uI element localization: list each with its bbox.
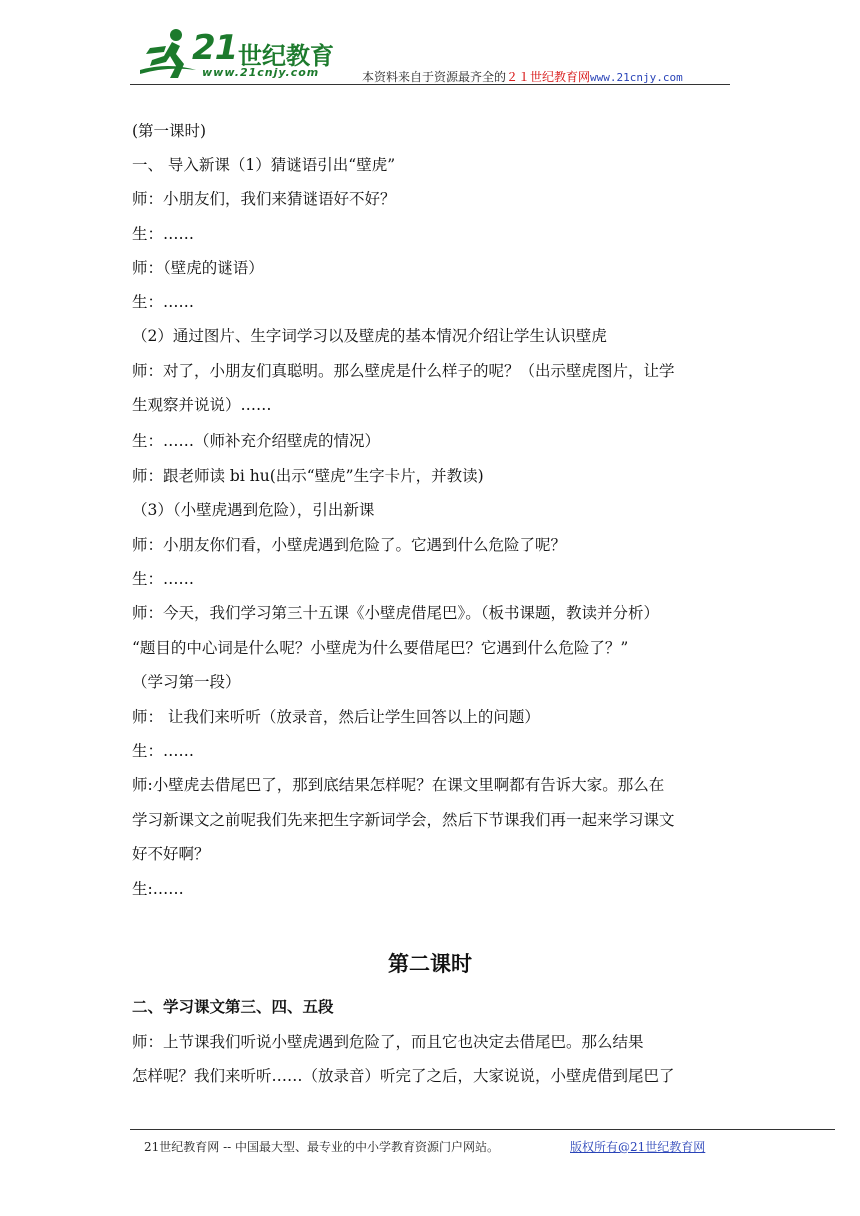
logo-text: 世纪教育: [238, 42, 334, 70]
text-line: 生：……: [132, 570, 195, 588]
page-header: [130, 22, 730, 86]
text-line: 生：……: [132, 225, 195, 243]
section-heading: 二、学习课文第三、四、五段: [132, 998, 334, 1016]
text-line: 学习新课文之前呢我们先来把生字新词学会，然后下节课我们再一起来学习课文: [132, 811, 675, 829]
text-line: 生:……: [132, 880, 184, 898]
text-line: 好不好啊？: [132, 845, 210, 863]
text-line: 师： 让我们来听听（放录音，然后让学生回答以上的问题）: [132, 708, 540, 726]
text-line: 师：小朋友们，我们来猜谜语好不好？: [132, 190, 396, 208]
logo-number: 21: [192, 28, 238, 68]
runner-logo-icon: [136, 26, 200, 82]
text-line: 师：跟老师读 bi hu(出示“壁虎”生字卡片，并教读): [132, 467, 484, 485]
text-line: 师：（壁虎的谜语）: [132, 259, 264, 277]
header-note-url[interactable]: www.21cnjy.com: [590, 71, 683, 84]
text-line: (第一课时): [132, 122, 207, 140]
footer-text: 21世纪教育网 -- 中国最大型、最专业的中小学教育资源门户网站。: [144, 1140, 500, 1154]
text-line: 生：……: [132, 742, 195, 760]
text-line: “题目的中心词是什么呢？小壁虎为什么要借尾巴？它遇到什么危险了？”: [132, 639, 629, 657]
text-line: 生：……: [132, 293, 195, 311]
text-line: 怎样呢？我们来听听……（放录音）听完了之后，大家说说，小壁虎借到尾巴了: [132, 1067, 675, 1085]
header-note-brand[interactable]: ２１世纪教育网: [506, 70, 591, 84]
text-line: （2）通过图片、生字词学习以及壁虎的基本情况介绍让学生认识壁虎: [132, 327, 607, 345]
header-note: [362, 68, 683, 85]
text-line: 生观察并说说）……: [132, 396, 272, 414]
header-note-prefix: 本资料来自于资源最齐全的: [362, 70, 507, 84]
text-line: 师：今天，我们学习第三十五课《小壁虎借尾巴》。（板书课题，教读并分析）: [132, 604, 660, 622]
text-line: 生：……（师补充介绍壁虎的情况）: [132, 432, 381, 450]
text-line: 师：对了，小朋友们真聪明。那么壁虎是什么样子的呢？（出示壁虎图片，让学: [132, 362, 675, 380]
footer-divider: [130, 1129, 835, 1130]
text-line: 师：上节课我们听说小壁虎遇到危险了，而且它也决定去借尾巴。那么结果: [132, 1033, 644, 1051]
text-line: 一、 导入新课（1）猜谜语引出“壁虎”: [132, 156, 396, 174]
text-line: 师：小朋友你们看，小壁虎遇到危险了。它遇到什么危险了呢？: [132, 536, 567, 554]
section-title: 第二课时: [388, 952, 472, 976]
logo-url: www.21cnjy.com: [202, 66, 320, 79]
text-line: 师:小壁虎去借尾巴了，那到底结果怎样呢？在课文里啊都有告诉大家。那么在: [132, 776, 665, 794]
site-logo[interactable]: [130, 22, 350, 86]
footer-copyright-link[interactable]: 版权所有@21世纪教育网: [570, 1140, 706, 1154]
text-line: （学习第一段）: [132, 673, 241, 691]
header-divider: [130, 84, 730, 85]
text-line: （3）（小壁虎遇到危险），引出新课: [132, 501, 375, 519]
